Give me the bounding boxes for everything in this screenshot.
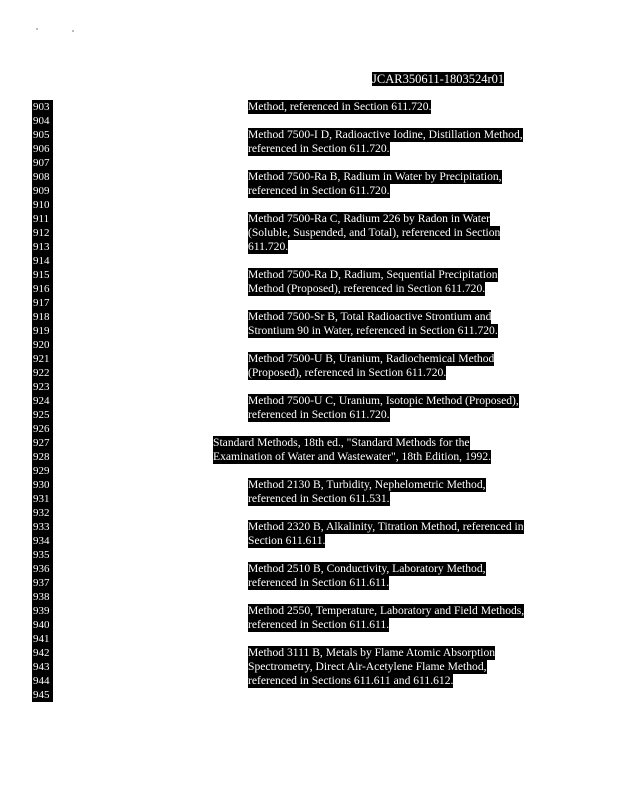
text-line: Method 7500-U C, Uranium, Isotopic Method (Proposed), <box>248 394 519 407</box>
line-number: 926 <box>32 422 53 436</box>
line-number: 904 <box>32 114 53 128</box>
line-number: 914 <box>32 254 53 268</box>
text-line: Method 2130 B, Turbidity, Nephelometric Method, <box>248 478 486 491</box>
line-number: 944 <box>32 674 53 688</box>
line-number: 905 <box>32 128 53 142</box>
text-line: Method 7500-U B, Uranium, Radiochemical Method <box>248 352 495 365</box>
line-number: 908 <box>32 170 53 184</box>
line-number: 937 <box>32 576 53 590</box>
line-number: 940 <box>32 618 53 632</box>
text-line: Section 611.611. <box>248 534 326 547</box>
line-number: 923 <box>32 380 53 394</box>
line-number: 928 <box>32 450 53 464</box>
text-line: Method (Proposed), referenced in Section 611.720. <box>248 282 486 295</box>
text-line: Method 7500-Ra B, Radium in Water by Precipitation, <box>248 170 502 183</box>
text-line: referenced in Section 611.531. <box>248 492 390 505</box>
text-line: (Proposed), referenced in Section 611.720. <box>248 366 447 379</box>
line-number: 933 <box>32 520 53 534</box>
text-line: Examination of Water and Wastewater", 18th Edition, 1992. <box>213 450 492 463</box>
line-number: 934 <box>32 534 53 548</box>
line-number: 935 <box>32 548 53 562</box>
line-number: 918 <box>32 310 53 324</box>
text-line: Method 7500-Ra D, Radium, Sequential Precipitation <box>248 268 498 281</box>
line-number: 913 <box>32 240 53 254</box>
text-line: Method 7500-Sr B, Total Radioactive Strontium and <box>248 310 492 323</box>
line-number: 909 <box>32 184 53 198</box>
text-line: Standard Methods, 18th ed., "Standard Methods for the <box>213 436 470 449</box>
line-number: 942 <box>32 646 53 660</box>
scan-speck <box>72 30 74 32</box>
line-number: 911 <box>32 212 53 226</box>
line-number: 925 <box>32 408 53 422</box>
line-number: 910 <box>32 198 53 212</box>
text-line: referenced in Section 611.611. <box>248 618 390 631</box>
document-id: JCAR350611-1803524r01 <box>372 72 505 86</box>
line-number: 929 <box>32 464 53 478</box>
line-number: 919 <box>32 324 53 338</box>
text-line: referenced in Section 611.720. <box>248 184 390 197</box>
text-line: Method 7500-I D, Radioactive Iodine, Distillation Method, <box>248 128 523 141</box>
text-line: referenced in Section 611.611. <box>248 576 390 589</box>
line-number: 943 <box>32 660 53 674</box>
line-number: 931 <box>32 492 53 506</box>
text-line: Method 2510 B, Conductivity, Laboratory Method, <box>248 562 486 575</box>
line-number: 912 <box>32 226 53 240</box>
text-line: referenced in Sections 611.611 and 611.612. <box>248 674 454 687</box>
line-number: 927 <box>32 436 53 450</box>
line-number: 920 <box>32 338 53 352</box>
text-line: Method 7500-Ra C, Radium 226 by Radon in Water <box>248 212 490 225</box>
text-line: (Soluble, Suspended, and Total), referenced in Section <box>248 226 501 239</box>
text-line: Method 2550, Temperature, Laboratory and Field Methods, <box>248 604 525 617</box>
line-number: 903 <box>32 100 53 114</box>
text-line: Strontium 90 in Water, referenced in Section 611.720. <box>248 324 498 337</box>
text-line: 611.720. <box>248 240 289 253</box>
line-number: 906 <box>32 142 53 156</box>
line-number: 932 <box>32 506 53 520</box>
line-number: 916 <box>32 282 53 296</box>
line-number: 939 <box>32 604 53 618</box>
line-number: 941 <box>32 632 53 646</box>
text-line: Spectrometry, Direct Air-Acetylene Flame Method, <box>248 660 487 673</box>
text-line: Method 2320 B, Alkalinity, Titration Method, referenced in <box>248 520 524 533</box>
text-line: Method, referenced in Section 611.720. <box>248 100 432 113</box>
line-number: 930 <box>32 478 53 492</box>
line-number: 907 <box>32 156 53 170</box>
line-number: 915 <box>32 268 53 282</box>
line-number: 938 <box>32 590 53 604</box>
line-number: 922 <box>32 366 53 380</box>
line-number: 936 <box>32 562 53 576</box>
text-line: referenced in Section 611.720. <box>248 408 390 421</box>
scan-speck <box>36 28 38 30</box>
text-line: referenced in Section 611.720. <box>248 142 390 155</box>
line-number: 945 <box>32 688 53 702</box>
line-number: 917 <box>32 296 53 310</box>
text-line: Method 3111 B, Metals by Flame Atomic Absorption <box>248 646 496 659</box>
line-number: 921 <box>32 352 53 366</box>
line-number: 924 <box>32 394 53 408</box>
